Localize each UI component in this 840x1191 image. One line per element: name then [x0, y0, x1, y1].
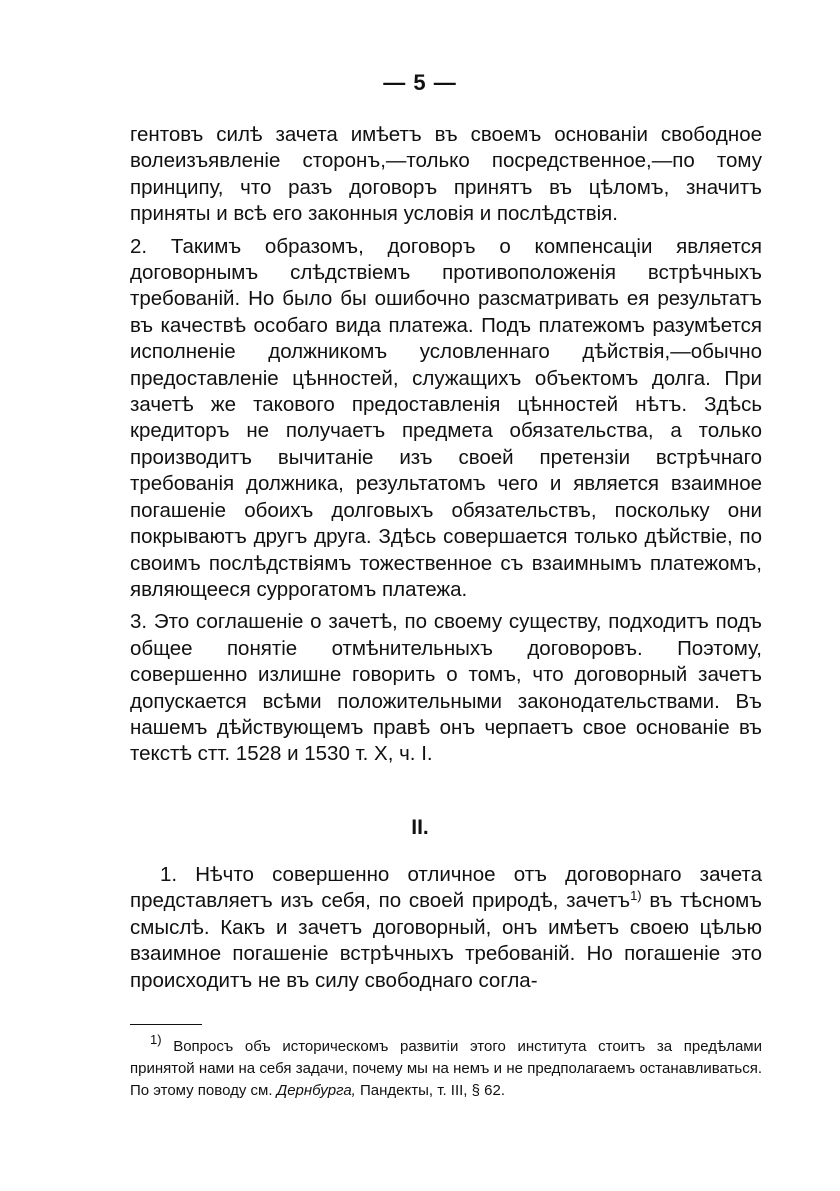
- paragraph-text-part: въ тѣсномъ смыслѣ. Какъ и зачетъ договорный, онъ имѣетъ своею цѣлью взаимное погашеніе встрѣчныхъ требованій. Но погашеніе это происходитъ не въ силу свободнаго согла-: [130, 889, 762, 992]
- paragraph-2: 2. Такимъ образомъ, договоръ о компенсаціи является договорнымъ слѣдствіемъ противоположенія встрѣчныхъ требованій. Но было бы ошибочно разсматривать ея результатъ въ качествѣ особаго вида платежа. Подъ платежомъ разумѣется исполненіе должникомъ условленнаго дѣйствія,—обычно предоставленіе цѣнностей, служащихъ объектомъ долга. При зачетѣ же такового предоставленія цѣнностей нѣтъ. Здѣсь кредиторъ не получаетъ предмета обязательства, а только производитъ вычитаніе изъ своей претензіи встрѣчнаго требованія должника, результатомъ чего и является взаимное погашеніе обоихъ долговыхъ обязательствъ, поскольку они покрываютъ другъ друга. Здѣсь совершается только дѣйствіе, по своимъ послѣдствіямъ тожественное съ взаимнымъ платежомъ, являющееся суррогатомъ платежа.: [130, 234, 762, 601]
- section-2-body: [130, 862, 762, 994]
- footnote-text: Пандекты, т. III, § 62.: [355, 1082, 505, 1099]
- footnote-divider: [130, 1024, 202, 1025]
- section-1-body: [130, 122, 762, 768]
- footnote-mark: 1): [150, 1032, 162, 1047]
- page-number: — 5 —: [383, 70, 457, 95]
- paragraph-continuation: гентовъ силѣ зачета имѣетъ въ своемъ основаніи свободное волеизъявленіе сторонъ,—только посредственное,—по тому принципу, что разъ договоръ принятъ въ цѣломъ, значитъ приняты и всѣ его законныя условія и послѣдствія.: [130, 123, 762, 226]
- footnote: [130, 1032, 762, 1102]
- paragraph-3: 3. Это соглашеніе о зачетѣ, по своему существу, подходитъ подъ общее понятіе отмѣнительныхъ договоровъ. Поэтому, совершенно излишне говорить о томъ, что договорный зачетъ допускается всѣми положительными законодательствами. Въ нашемъ дѣйствующемъ правѣ онъ черпаетъ свое основаніе въ текстѣ стт. 1528 и 1530 т. X, ч. I.: [130, 610, 762, 766]
- paragraph-section-2-1: [130, 862, 762, 994]
- footnote-reference[interactable]: 1): [630, 888, 642, 904]
- footnote-text: Вопросъ объ историческомъ развитіи этого института стоитъ за предѣлами принятой нами на себя задачи, почему мы на немъ и не предполагаемъ останавливаться. По этому поводу см.: [130, 1038, 762, 1099]
- section-heading: II.: [411, 816, 429, 839]
- footnote-author: Дернбурга,: [276, 1082, 356, 1099]
- paragraph-text-part: 1. Нѣчто совершенно отличное отъ договорнаго зачета представляетъ изъ себя, по своей природѣ, зачетъ: [130, 863, 762, 913]
